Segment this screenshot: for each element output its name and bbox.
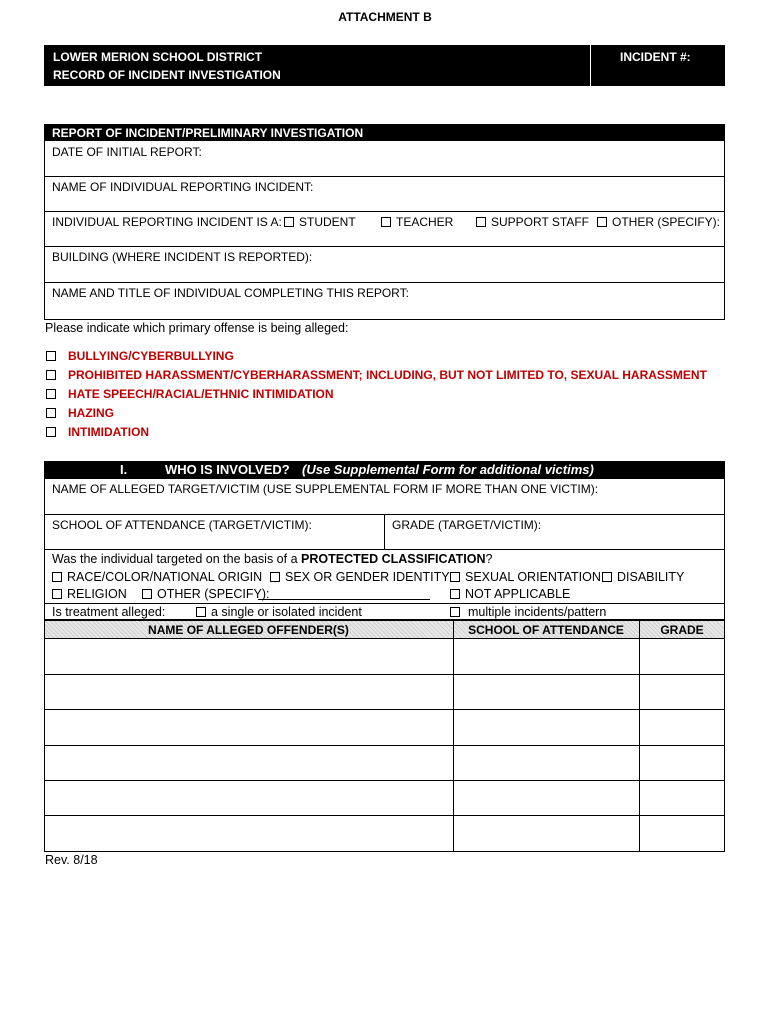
report-section-title: REPORT OF INCIDENT/PRELIMINARY INVESTIGATION <box>44 124 725 141</box>
section-note: (Use Supplemental Form for additional victims) <box>302 462 594 477</box>
checkbox-icon <box>284 217 294 227</box>
treatment-multiple-checkbox[interactable] <box>450 605 606 619</box>
checkbox-icon <box>597 217 607 227</box>
record-title: RECORD OF INCIDENT INVESTIGATION <box>53 68 281 82</box>
table-row[interactable] <box>44 639 725 675</box>
offense-hate-speech-checkbox[interactable] <box>46 387 334 401</box>
table-row[interactable] <box>44 675 725 710</box>
option-label: RELIGION <box>67 587 127 601</box>
option-label: NOT APPLICABLE <box>465 587 571 601</box>
offense-label: HATE SPEECH/RACIAL/ETHNIC INTIMIDATION <box>68 387 334 401</box>
option-label: RACE/COLOR/NATIONAL ORIGIN <box>67 570 263 584</box>
treatment-label: Is treatment alleged: <box>52 605 166 619</box>
option-label: TEACHER <box>396 215 454 229</box>
question-mark: ? <box>485 552 493 566</box>
divider <box>44 603 725 604</box>
checkbox-icon <box>52 572 62 582</box>
treatment-single-checkbox[interactable] <box>196 605 362 619</box>
option-label: SEX OR GENDER IDENTITY <box>285 570 450 584</box>
offense-label: BULLYING/CYBERBULLYING <box>68 349 234 363</box>
section-number: I. <box>120 462 128 477</box>
table-row[interactable] <box>44 710 725 746</box>
reporter-type-other-checkbox[interactable] <box>597 215 720 229</box>
reporter-type-support-staff-checkbox[interactable] <box>476 215 589 229</box>
target-name-field[interactable]: NAME OF ALLEGED TARGET/VICTIM (USE SUPPLEMENTAL FORM IF MORE THAN ONE VICTIM): <box>52 482 599 496</box>
offense-prompt: Please indicate which primary offense is being alleged: <box>45 321 349 335</box>
class-other-specify-line[interactable] <box>258 599 430 600</box>
protected-classification-question <box>52 552 492 566</box>
checkbox-icon <box>52 589 62 599</box>
offender-grade-column-header: GRADE <box>660 623 704 637</box>
class-not-applicable-checkbox[interactable] <box>450 587 570 601</box>
checkbox-icon <box>46 370 56 380</box>
class-sexual-orientation-checkbox[interactable] <box>450 570 601 584</box>
checkbox-icon <box>476 217 486 227</box>
checkbox-icon <box>450 572 460 582</box>
reporter-type-teacher-checkbox[interactable] <box>381 215 453 229</box>
option-label: multiple incidents/pattern <box>468 605 607 619</box>
checkbox-icon <box>142 589 152 599</box>
target-school-field[interactable]: SCHOOL OF ATTENDANCE (TARGET/VICTIM): <box>52 518 312 532</box>
checkbox-icon <box>46 351 56 361</box>
checkbox-icon <box>450 607 460 617</box>
class-race-checkbox[interactable] <box>52 570 262 584</box>
section-title: WHO IS INVOLVED? <box>165 462 290 477</box>
option-label: OTHER (SPECIFY): <box>612 215 721 229</box>
checkbox-icon <box>381 217 391 227</box>
offense-intimidation-checkbox[interactable] <box>46 425 149 439</box>
divider <box>44 282 725 283</box>
building-field[interactable]: BUILDING (WHERE INCIDENT IS REPORTED): <box>52 250 313 264</box>
option-label: SUPPORT STAFF <box>491 215 590 229</box>
divider <box>44 176 725 177</box>
table-row[interactable] <box>44 781 725 816</box>
class-disability-checkbox[interactable] <box>602 570 684 584</box>
divider <box>44 211 725 212</box>
question-text: Was the individual targeted on the basis of a <box>52 552 298 566</box>
offense-label: INTIMIDATION <box>68 425 150 439</box>
class-sex-gender-checkbox[interactable] <box>270 570 450 584</box>
reporter-type-student-checkbox[interactable] <box>284 215 356 229</box>
checkbox-icon <box>450 589 460 599</box>
offender-name-column-header: NAME OF ALLEGED OFFENDER(S) <box>148 623 349 637</box>
table-row[interactable] <box>44 746 725 781</box>
checkbox-icon <box>270 572 280 582</box>
date-of-initial-report-field[interactable]: DATE OF INITIAL REPORT: <box>52 145 202 159</box>
offender-school-column-header: SCHOOL OF ATTENDANCE <box>468 623 624 637</box>
divider <box>384 514 385 549</box>
option-label: DISABILITY <box>617 570 685 584</box>
table-row[interactable] <box>44 816 725 852</box>
class-religion-checkbox[interactable] <box>52 587 127 601</box>
offense-bullying-checkbox[interactable] <box>46 349 234 363</box>
option-label: a single or isolated incident <box>211 605 362 619</box>
divider <box>44 246 725 247</box>
option-label: STUDENT <box>299 215 356 229</box>
checkbox-icon <box>602 572 612 582</box>
completer-name-title-field[interactable]: NAME AND TITLE OF INDIVIDUAL COMPLETING THIS REPORT: <box>52 286 409 300</box>
divider <box>44 549 725 550</box>
checkbox-icon <box>46 408 56 418</box>
checkbox-icon <box>46 389 56 399</box>
option-label: SEXUAL ORIENTATION <box>465 570 601 584</box>
offense-hazing-checkbox[interactable] <box>46 406 114 420</box>
incident-number-label: INCIDENT #: <box>620 50 691 64</box>
checkbox-icon <box>46 427 56 437</box>
offense-label: PROHIBITED HARASSMENT/CYBERHARASSMENT; INCLUDING, BUT NOT LIMITED TO, SEXUAL HARASSMENT <box>68 368 707 382</box>
offense-harassment-checkbox[interactable] <box>46 368 707 382</box>
offense-label: HAZING <box>68 406 114 420</box>
district-name: LOWER MERION SCHOOL DISTRICT <box>53 50 263 64</box>
class-other-checkbox[interactable] <box>142 587 270 601</box>
section-one-title-bar <box>44 461 725 479</box>
header-divider <box>590 45 591 86</box>
checkbox-icon <box>196 607 206 617</box>
reporter-name-field[interactable]: NAME OF INDIVIDUAL REPORTING INCIDENT: <box>52 180 314 194</box>
header-bar <box>44 45 725 86</box>
option-label: OTHER (SPECIFY): <box>157 587 270 601</box>
attachment-label: ATTACHMENT B <box>338 10 432 24</box>
revision-label: Rev. 8/18 <box>45 853 98 867</box>
reporter-type-label: INDIVIDUAL REPORTING INCIDENT IS A: <box>52 215 282 229</box>
question-bold-text: PROTECTED CLASSIFICATION <box>301 552 486 566</box>
target-grade-field[interactable]: GRADE (TARGET/VICTIM): <box>392 518 542 532</box>
